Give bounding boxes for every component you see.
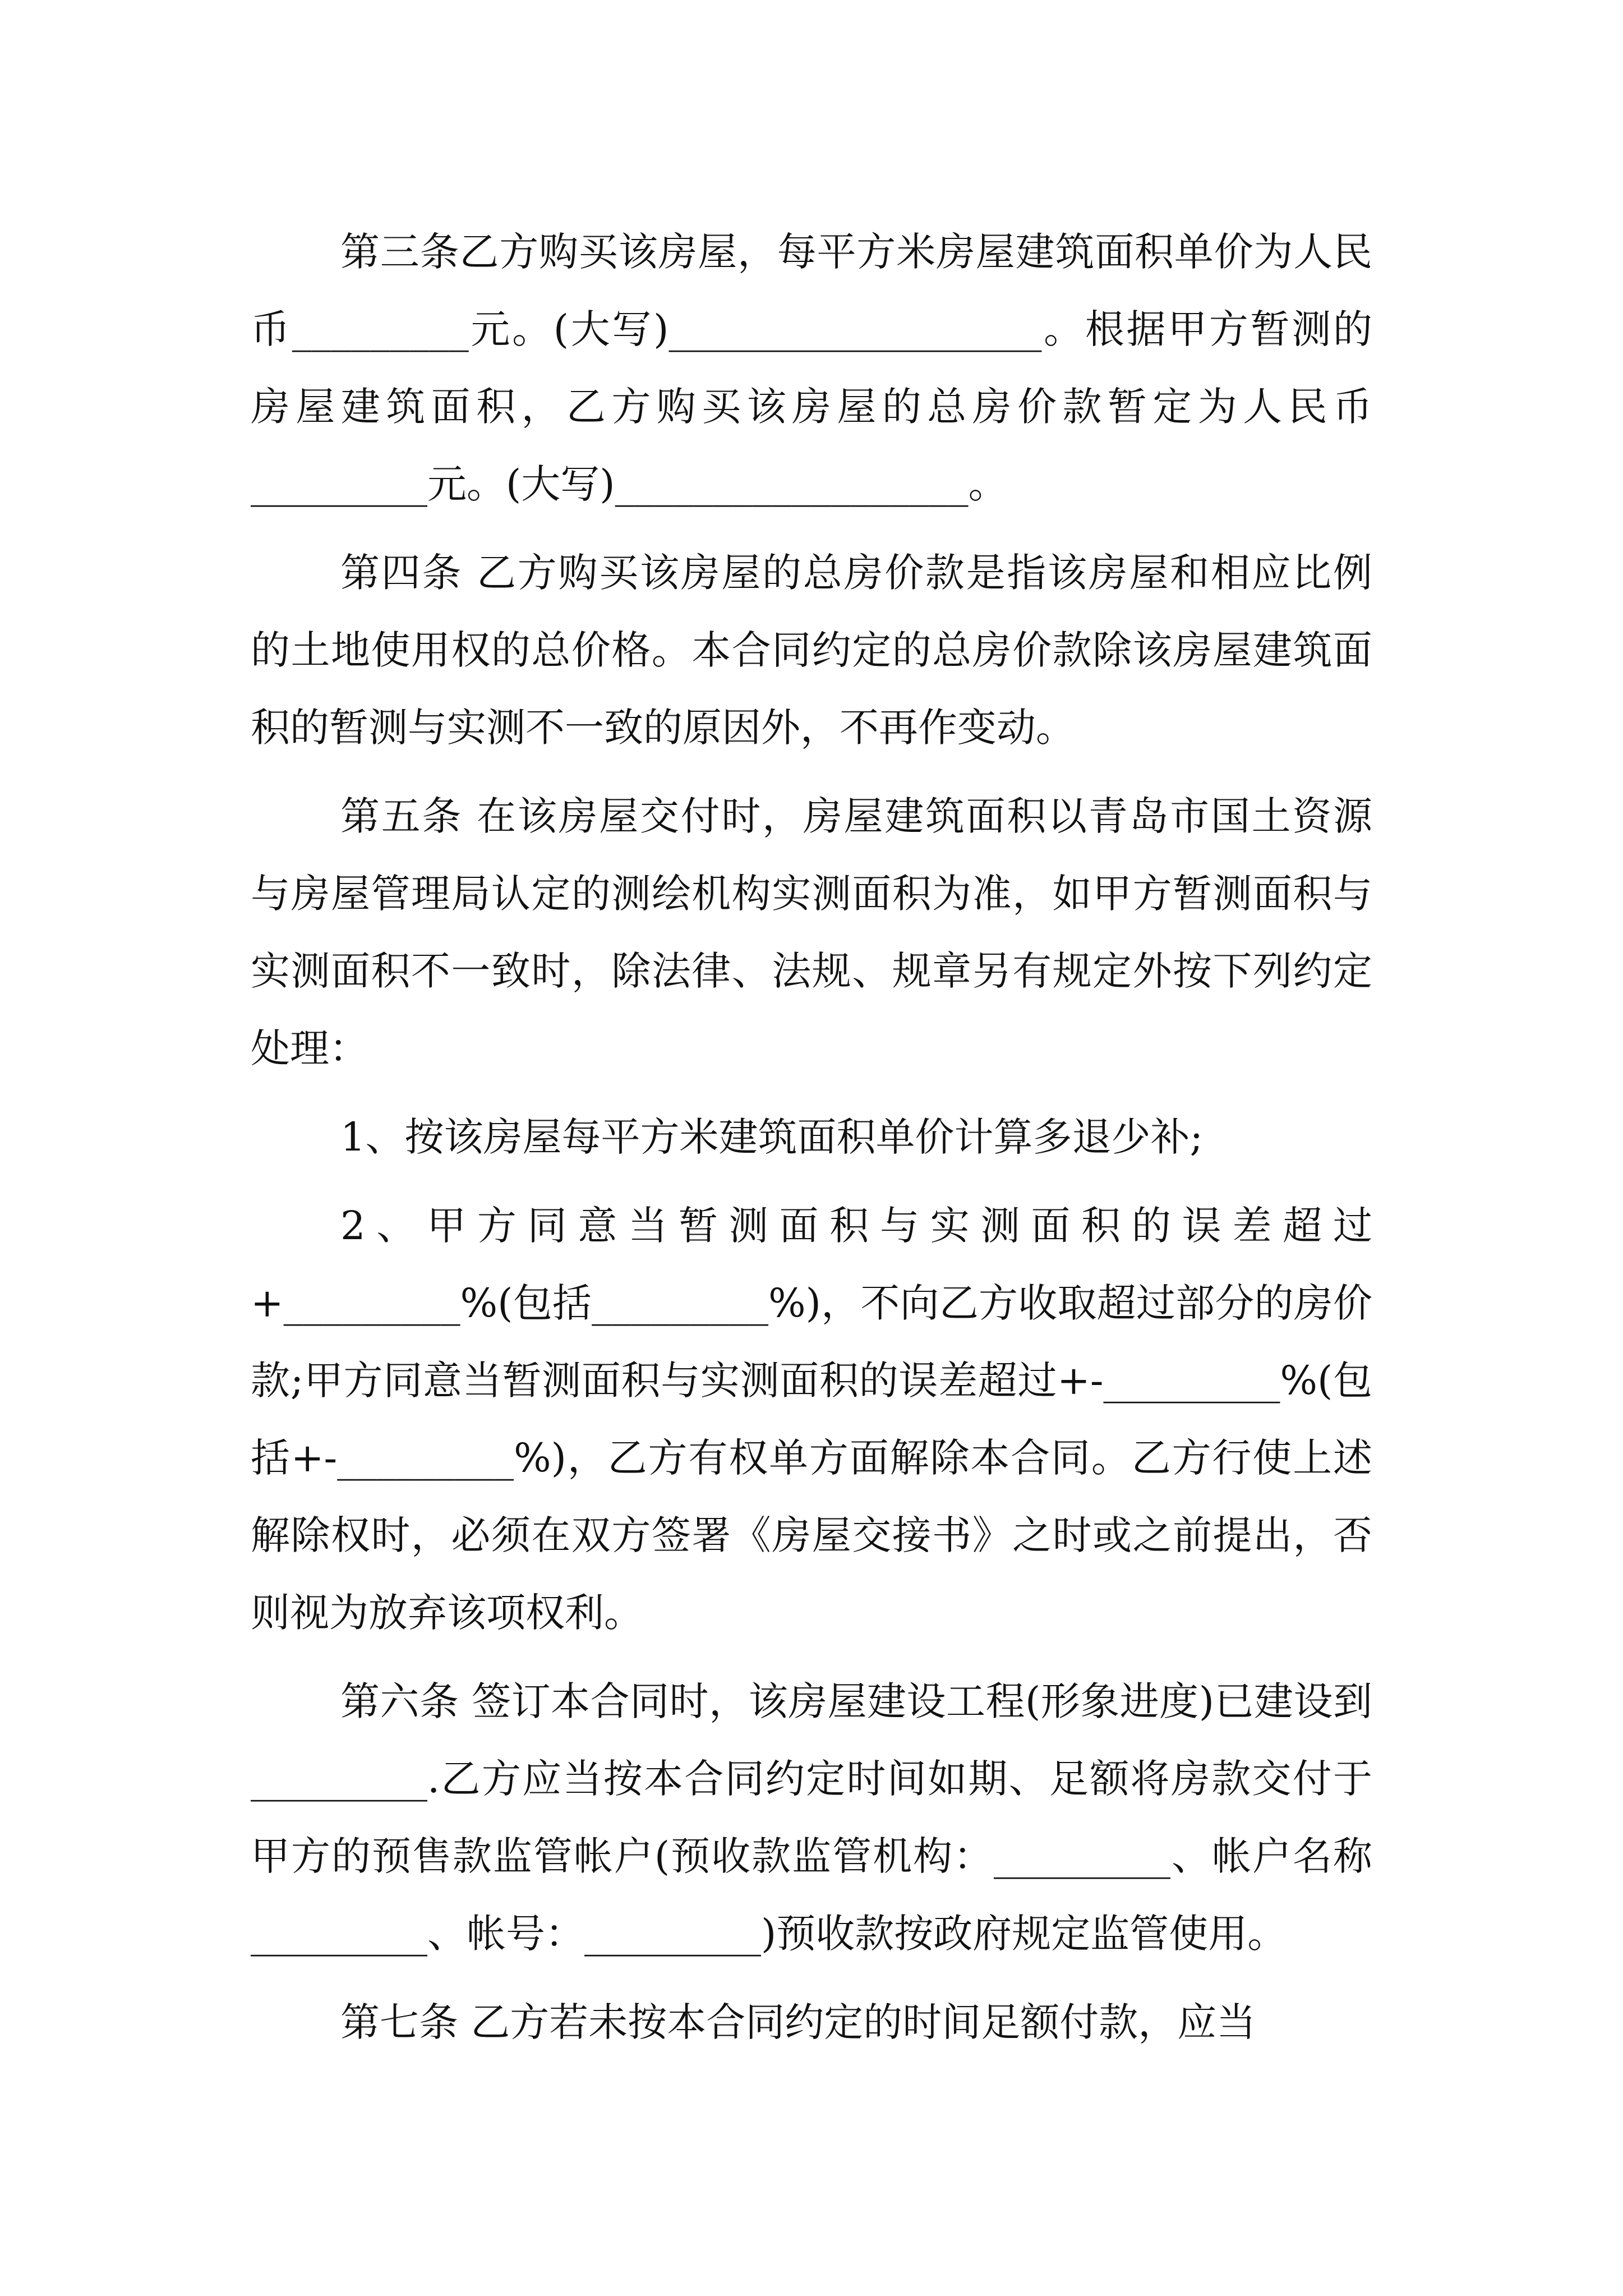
paragraph-article-4: 第四条 乙方购买该房屋的总房价款是指该房屋和相应比例的土地使用权的总价格。本合同约定的总房价款除该房屋建筑面积的暂测与实测不一致的原因外，不再作变动。 xyxy=(251,550,1372,751)
paragraph-article-7: 第七条 乙方若未按本合同约定的时间足额付款，应当 xyxy=(340,1999,1256,2045)
paragraph-article-6: 第六条 签订本合同时，该房屋建设工程(形象进度)已建设到_________.乙方应当按本合同约定时间如期、足额将房款交付于甲方的预售款监管帐户(预收款监管机构：_________、帐户名称_________、帐号：_________)预收款按政府规定监管使用。 xyxy=(251,1678,1372,1957)
document-body xyxy=(251,213,1372,2072)
paragraph-article-5: 第五条 在该房屋交付时，房屋建筑面积以青岛市国土资源与房屋管理局认定的测绘机构实测面积为准，如甲方暂测面积与实测面积不一致时，除法律、法规、规章另有规定外按下列约定处理： xyxy=(251,793,1372,1071)
paragraph-article-3: 第三条乙方购买该房屋，每平方米房屋建筑面积单价为人民币_________元。(大写)___________________。根据甲方暂测的房屋建筑面积，乙方购买该房屋的总房价款暂定为人民币_________元。(大写)__________________。 xyxy=(251,229,1372,507)
paragraph-article-5-item-1: 1、按该房屋每平方米建筑面积单价计算多退少补; xyxy=(340,1114,1204,1160)
paragraph-article-5-item-2: 2、甲方同意当暂测面积与实测面积的误差超过+_________%(包括_________%)，不向乙方收取超过部分的房价款;甲方同意当暂测面积与实测面积的误差超过+-_________%(包括+-_________%)，乙方有权单方面解除本合同。乙方行使上述解除权时，必须在双方签署《房屋交接书》之时或之前提出，否则视为放弃该项权利。 xyxy=(251,1203,1372,1636)
